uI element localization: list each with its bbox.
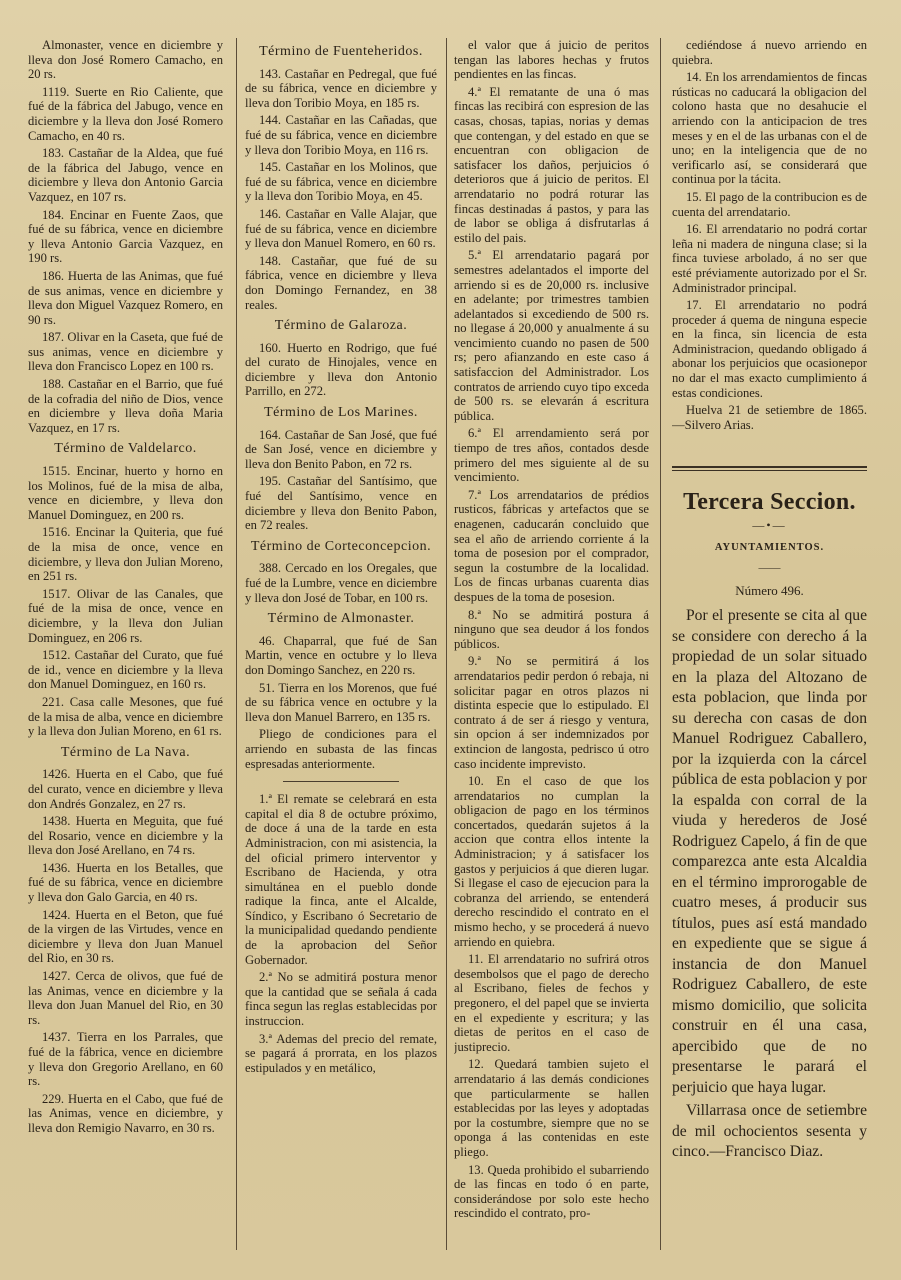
paragraph: 160. Huerto en Rodrigo, que fué del curato de Hinojales, vence en diciembre y lleva don Antonio Parrillo, en 272. bbox=[245, 340, 437, 399]
section-heading: Término de Almonaster. bbox=[267, 611, 415, 627]
column-rule bbox=[446, 38, 447, 1250]
section-heading: Término de Valdelarco. bbox=[54, 441, 197, 457]
column-3 bbox=[454, 38, 649, 1260]
subsection-heading: AYUNTAMIENTOS. bbox=[714, 541, 825, 553]
signature-line: Huelva 21 de setiembre de 1865. —Silvero Arias. bbox=[672, 403, 867, 432]
paragraph: 2.ª No se admitirá postura menor que la cantidad que se señala á cada finca segun las reglas establecidas por instruccion. bbox=[245, 970, 437, 1029]
paragraph: 1512. Castañar del Curato, que fué de id., vence en diciembre y la lleva don Manuel Dominguez, en 160 rs. bbox=[28, 648, 223, 692]
paragraph: 10. En el caso de que los arrendatarios no cumplan la obligacion de pago en los términos concertados, quedarán sujetos á la accion que contra ellos intente la Administracion; y á satisfacer los gastos y perjuicios á que dieren lugar. Si llegase el caso de ejecucion para la cobranza del arriendo, se entenderá derecho rescindido el contrato en el mismo hecho, y se procederá á nuevo arriendo en quiebra. bbox=[454, 774, 649, 949]
paragraph: 145. Castañar en los Molinos, que fué de su fábrica, vence en diciembre y la lleva don Toribio Moya, en 45. bbox=[245, 160, 437, 204]
paragraph: Pliego de condiciones para el arriendo en subasta de las fincas espresadas anteriormente. bbox=[245, 727, 437, 771]
paragraph: 15. El pago de la contribucion es de cuenta del arrendatario. bbox=[672, 189, 867, 219]
paragraph: el valor que á juicio de peritos tengan las labores hechas y frutos pendientes en las fincas. bbox=[454, 38, 649, 82]
paragraph: 1515. Encinar, huerto y horno en los Molinos, fué de la misa de alba, vence en diciembre, y lleva don Manuel Dominguez, en 200 rs. bbox=[28, 464, 223, 522]
paragraph: 1119. Suerte en Rio Caliente, que fué de la fábrica del Jabugo, vence en diciembre y la lleva don José Romero Camacho, en 40 rs. bbox=[28, 84, 223, 143]
section-title: Tercera Seccion. bbox=[683, 489, 856, 516]
column-rule bbox=[660, 38, 661, 1250]
paragraph: 1426. Huerta en el Cabo, que fué del curato, vence en diciembre y lleva don Andrés Gonzalez, en 27 rs. bbox=[28, 767, 223, 811]
section-heading: Término de Galaroza. bbox=[274, 318, 408, 334]
paragraph: Almonaster, vence en diciembre y lleva don José Romero Camacho, en 20 rs. bbox=[28, 38, 223, 82]
paragraph: 5.ª El arrendatario pagará por semestres adelantados el importe del arriendo si es de 20,000 rs. inclusive en adelante; por trimestres tambien adelantados si excediendo de 500 rs. no llegase á 20,000 y anualmente á su vencimiento cuando no pasen de 500 rs; pero afianzando en este caso á satisfaccion del Administrador. Los contratos de arriendo cuyo tipo exceda de 500 rs. se elevarán á escritura pública. bbox=[454, 248, 649, 423]
paragraph: 388. Cercado en los Oregales, que fué de la Lumbre, vence en diciembre y lleva don José de Tobar, en 100 rs. bbox=[245, 561, 437, 605]
paragraph: 146. Castañar en Valle Alajar, que fué de su fábrica, vence en diciembre y lleva don Manuel Romero, en 60 rs. bbox=[245, 206, 437, 251]
paragraph: 8.ª No se admitirá postura á ninguno que sea deudor á los fondos públicos. bbox=[454, 607, 649, 651]
paragraph: 4.ª El rematante de una ó mas fincas las recibirá con espresion de las casas, chosas, tapias, norias y demas que contengan, y del estado en que se encuentran con obligacion de satisfacer los daños, perjuicios ó deterioros que á juicio de peritos. El arrendatario no podrá roturar las fincas destinadas á pastos, y para las de labor se obliga á disfrutarlas á estilo del pais. bbox=[454, 84, 649, 245]
paragraph: 1437. Tierra en los Parrales, que fué de la fábrica, vence en diciembre y lleva don Gregorio Arellano, en 60 rs. bbox=[28, 1030, 223, 1089]
paragraph: 143. Castañar en Pedregal, que fué de su fábrica, vence en diciembre y lleva don Toribio Moya, en 185 rs. bbox=[245, 66, 437, 110]
paragraph: 6.ª El arrendamiento será por tiempo de tres años, contados desde primero del mes siguiente al de su vencimiento. bbox=[454, 426, 649, 485]
paragraph: 3.ª Ademas del precio del remate, se pagará á prorrata, en los plazos estipulados y en metálico, bbox=[245, 1031, 437, 1075]
paragraph: 1424. Huerta en el Beton, que fué de la virgen de las Virtudes, vence en diciembre y lleva don Juan Manuel del Rio, en 30 rs. bbox=[28, 907, 223, 966]
column-4 bbox=[672, 38, 867, 1260]
column-1 bbox=[28, 38, 223, 1260]
paragraph: 148. Castañar, que fué de su fábrica, vence en diciembre y lleva don Domingo Fernandez, en 38 reales. bbox=[245, 253, 437, 312]
paragraph: 183. Castañar de la Aldea, que fué de la fábrica del Jabugo, vence en diciembre y lleva don Antonio Garcia Vazquez, en 107 rs. bbox=[28, 146, 223, 204]
paragraph: 1436. Huerta en los Betalles, que fué de su fábrica, vence en diciembre y lleva don Galo Garcia, en 40 rs. bbox=[28, 860, 223, 905]
paragraph: 144. Castañar en las Cañadas, que fué de su fábrica, vence en diciembre y lleva don Toribio Moya, en 116 rs. bbox=[245, 113, 437, 157]
separator bbox=[283, 781, 398, 782]
paragraph: 221. Casa calle Mesones, que fué de la misa de alba, vence en diciembre y la lleva don Julian Moreno, en 61 rs. bbox=[28, 694, 223, 739]
paragraph: 188. Castañar en el Barrio, que fué de la cofradia del niño de Dios, vence en diciembre y lleva doña Maria Vazquez, en 17 rs. bbox=[28, 377, 223, 435]
notice-number: Número 496. bbox=[735, 582, 804, 598]
paragraph: 17. El arrendatario no podrá proceder á quema de ninguna especie en la finca, sin licencia de esta Administracion, quedando obligado á abonar los perjuicios que ocasionepor no dar el mas exacto cumplimiento á estas condiciones. bbox=[672, 298, 867, 400]
paragraph: 164. Castañar de San José, que fué de San José, vence en diciembre y lleva don Benito Pabon, en 72 rs. bbox=[245, 427, 437, 471]
section-heading: Término de Fuenteheridos. bbox=[259, 44, 423, 59]
paragraph: 184. Encinar en Fuente Zaos, que fué de su fábrica, vence en diciembre y lleva Antonio Garcia Vazquez, en 190 rs. bbox=[28, 207, 223, 266]
paragraph: 51. Tierra en los Morenos, que fué de su fábrica vence en octubre y la lleva don Manuel Barrero, en 135 rs. bbox=[245, 680, 437, 724]
paragraph: 46. Chaparral, que fué de San Martin, vence en octubre y lo lleva don Domingo Sanchez, en 220 rs. bbox=[245, 633, 437, 677]
double-rule bbox=[672, 466, 867, 471]
paragraph: 1516. Encinar la Quiteria, que fué de la misa de once, vence en diciembre, y lleva don Julian Moreno, en 251 rs. bbox=[28, 525, 223, 584]
section-heading: Término de Los Marines. bbox=[264, 405, 418, 421]
ornament-rule: —•— bbox=[752, 518, 787, 533]
paragraph: 12. Quedará tambien sujeto el arrendatario á las demás condiciones que particularmente se hallen establecidas por las leyes y adoptadas por la costumbre, siempre que no se oponga á las contenidas en este pliego. bbox=[454, 1057, 649, 1159]
paragraph: 1.ª El remate se celebrará en esta capital el dia 8 de octubre próximo, de doce á una de la tarde en esta Administracion, con mi asistencia, la del oficial primero interventor y Escribano de Hacienda, y otra simultánea en el pueblo donde radique la finca, ante el Alcalde, Síndico, y Escribano ó Secretario de la municipalidad quedando pendiente de la aprobacion del Señor Gobernador. bbox=[245, 792, 437, 967]
section-heading: Término de Corteconcepcion. bbox=[250, 538, 432, 554]
paragraph: 229. Huerta en el Cabo, que fué de las Animas, vence en diciembre, y lleva don Remigio Navarro, en 30 rs. bbox=[28, 1091, 223, 1135]
paragraph: 14. En los arrendamientos de fincas rústicas no caducará la obligacion del colono hasta que no desahucie el arriendo con la anticipacion de tres meses y en el de las urbanas con el de uno; en la inteligencia que de no verificarlo así, se considerará que continua por la tácita. bbox=[672, 70, 867, 187]
section-heading: Término de La Nava. bbox=[60, 744, 191, 760]
paragraph: 187. Olivar en la Caseta, que fué de sus animas, vence en diciembre y lleva don Francisco Lopez en 100 rs. bbox=[28, 330, 223, 374]
paragraph: 16. El arrendatario no podrá cortar leña ni madera de ninguna clase; si la finca tuviese arbolado, á no ser que esté préviamente autorizado por el Sr. Administrador principal. bbox=[672, 222, 867, 295]
column-2 bbox=[245, 38, 437, 1260]
paragraph: 7.ª Los arrendatarios de prédios rusticos, fábricas y artefactos que se enagenen, caducarán concluido que sea el año de arriendo corriente á la toma de posesion por el comprador, segun la costumbre de la localidad. Los de fincas urbanas cuarenta dias despues de la toma de posesion. bbox=[454, 487, 649, 604]
paragraph: 9.ª No se permitirá á los arrendatarios pedir perdon ó rebaja, ni solicitar pagar en otros plazos ni distinta especie que lo estipulado. El contrato á de ser á riesgo y ventura, sin opcion á ser indemnizados por extincion de langosta, pedrisco ú otro caso incidente imprevisto. bbox=[454, 654, 649, 771]
notice-paragraph: Villarrasa once de setiembre de mil ochocientos sesenta y cinco.—Francisco Diaz. bbox=[672, 1102, 867, 1161]
paragraph: 1517. Olivar de las Canales, que fué de la misa de once, vence en diciembre, y la lleva don Julian Dominguez, en 206 rs. bbox=[28, 586, 223, 645]
paragraph: 11. El arrendatario no sufrirá otros desembolsos que el pago de derecho al Escribano, fieles de fechos y pregonero, el del papel que se invierta en el expediente y escritura; y las dietas de peritos en el caso de justiprecio. bbox=[454, 952, 649, 1054]
paragraph: cediéndose á nuevo arriendo en quiebra. bbox=[672, 38, 867, 67]
paragraph: 13. Queda prohibido el subarriendo de las fincas en todo ó en parte, considerándose por solo este hecho rescindido el contrato, pro- bbox=[454, 1162, 649, 1221]
paragraph: 186. Huerta de las Animas, que fué de sus animas, vence en diciembre y lleva don Miguel Vazquez Romero, en 90 rs. bbox=[28, 268, 223, 327]
paragraph: 1427. Cerca de olivos, que fué de las Animas, vence en diciembre y la lleva don Juan Manuel del Rio, en 30 rs. bbox=[28, 969, 223, 1027]
paragraph: 195. Castañar del Santísimo, que fué del Santísimo, vence en diciembre y lleva don Benito Pabon, en 72 reales. bbox=[245, 474, 437, 533]
notice-paragraph: Por el presente se cita al que se considere con derecho á la propiedad de un solar situado en la plaza del Altozano de esta poblacion, que linda por su derecha con casas de don Manuel Rodriguez Caballero, por la izquierda con la cárcel pública de esta poblacion y por la espalda con corral de la viuda y herederos de José Rodriguez Capelo, á fin de que comparezca ante esta Alcaldia en el término improrogable de cuatro meses, á producir sus títulos, pues así está mandado en expediente que se sigue á instancia de don Manuel Rodriguez Caballero, de este mismo domicilio, que solicita construir en él una casa, apercibido que de no presentarse le parará el perjuicio que haya lugar. bbox=[672, 607, 867, 1096]
dash-rule: —— bbox=[758, 562, 781, 575]
paragraph: 1438. Huerta en Meguita, que fué del Rosario, vence en diciembre y la lleva don José Arellano, en 74 rs. bbox=[28, 814, 223, 858]
column-rule bbox=[236, 38, 237, 1250]
